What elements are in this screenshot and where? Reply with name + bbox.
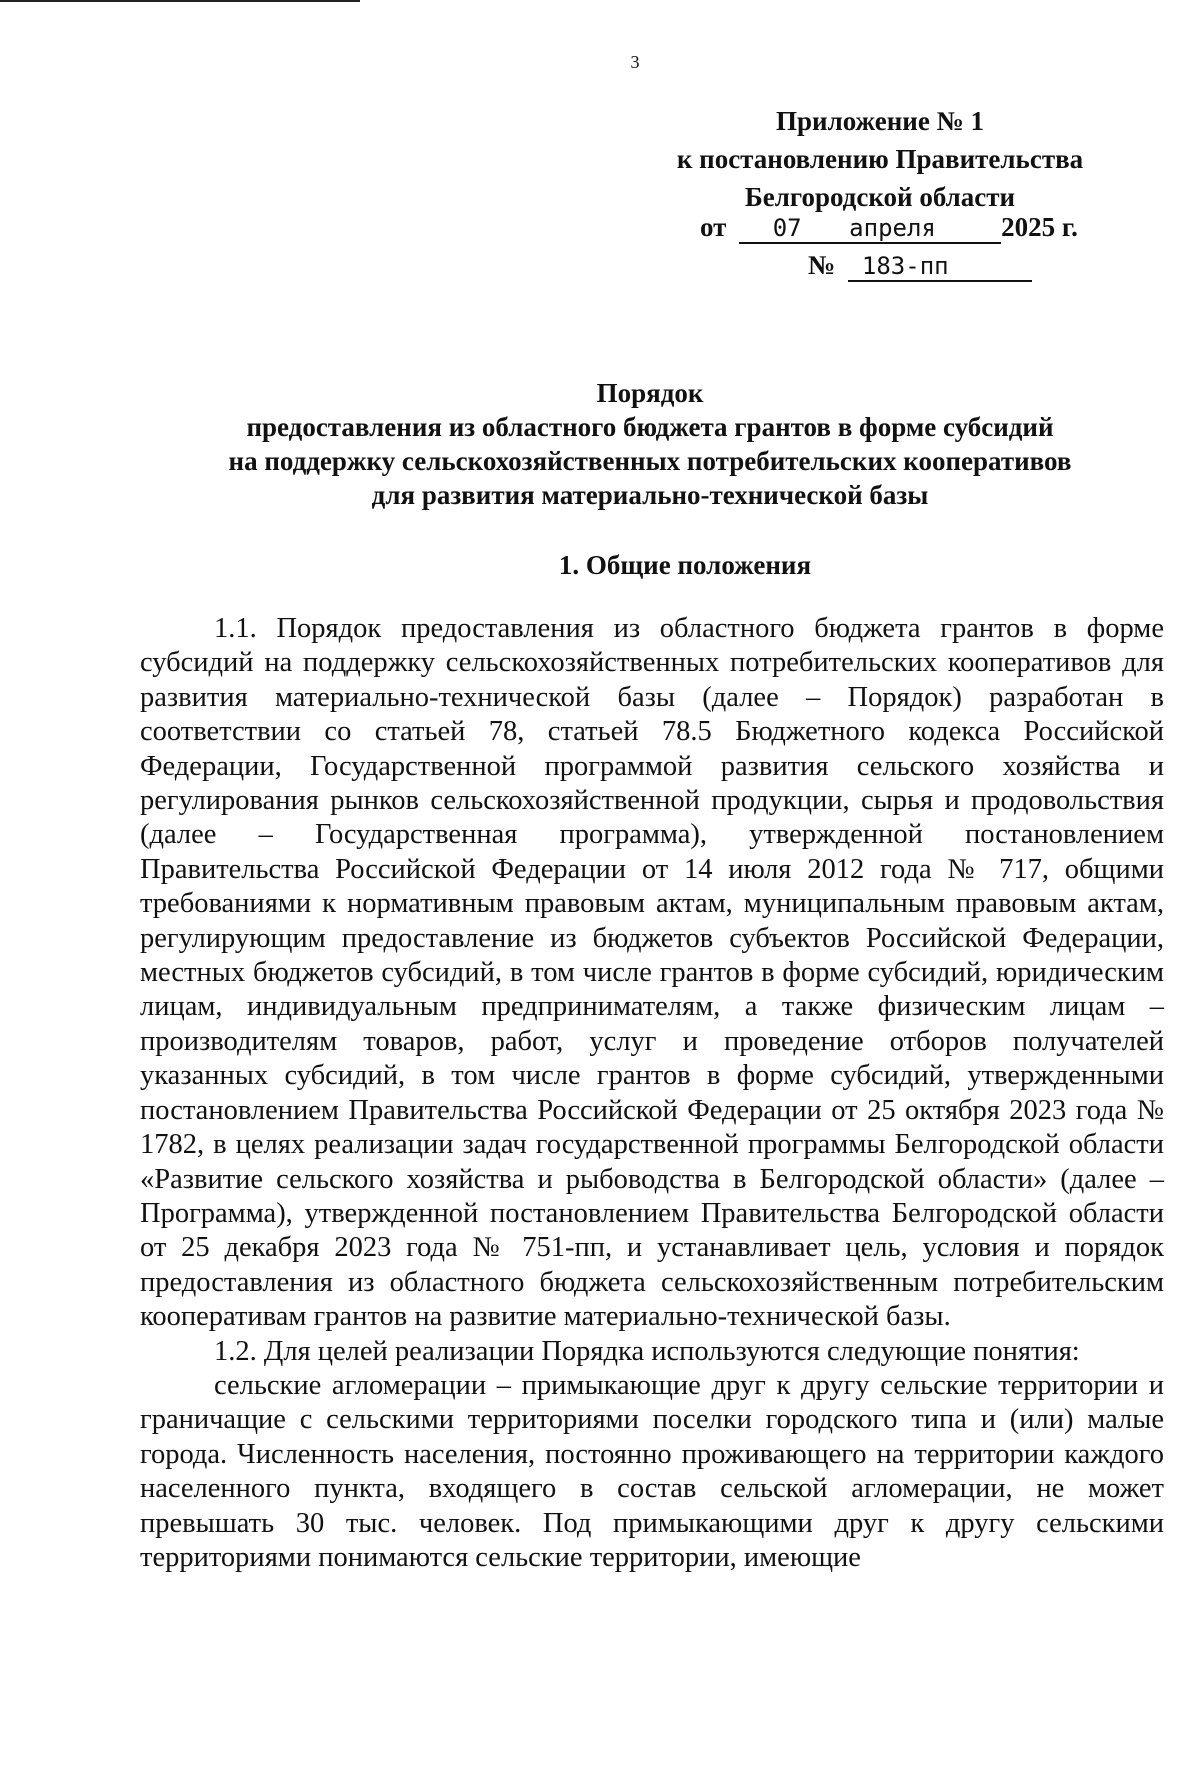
date-prefix: от — [700, 212, 727, 242]
top-edge-rule — [0, 0, 360, 2]
appendix-line-3: Белгородской области — [744, 182, 1016, 212]
appendix-line-1: Приложение № 1 — [776, 106, 984, 136]
date-year: 2025 г. — [1001, 212, 1078, 242]
document-body — [140, 612, 1164, 1575]
paragraph-definition: сельские агломерации – примыкающие друг к другу сельские территории и граничащие с сельскими территориями поселки городского типа и (или) малые города. Численность населения, постоянно проживающего на территории каждого населенного пункта, входящего в состав сельской агломерации, не может превышать 30 тыс. человек. Под примыкающими друг к другу сельскими территориями понимаются сельские территории, имеющие — [140, 1369, 1164, 1573]
paragraph-1-2: 1.2. Для целей реализации Порядка используются следующие понятия: — [214, 1335, 1080, 1367]
appendix-date-line — [700, 212, 1078, 244]
title-line-4: для развития материально-технической базы — [371, 480, 929, 510]
appendix-number-line — [808, 250, 1032, 282]
section-heading: 1. Общие положения — [558, 550, 812, 580]
page-number: 3 — [630, 52, 640, 72]
appendix-header — [600, 102, 1160, 216]
appendix-line-2: к постановлению Правительства — [676, 144, 1084, 174]
date-month-handwritten: апреля — [835, 214, 1001, 244]
paragraph-1-1: 1.1. Порядок предоставления из областного бюджета грантов в форме субсидий на поддержку сельскохозяйственных потребительских кооперативов для развития материально-технической базы (далее – Порядок) разработан в соответствии со статьей 78, статьей 78.5 Бюджетного кодекса Российской Федерации, Государственной программой развития сельского хозяйства и регулирования рынков сельскохозяйственной продукции, сырья и продовольствия (далее – Государственная программа), утвержденной постановлением Правительства Российской Федерации от 14 июля 2012 года № 717, общими требованиями к нормативным правовым актам, муниципальным правовым актам, регулирующим предоставление из бюджетов субъектов Российской Федерации, местных бюджетов субсидий, в том числе грантов в форме субсидий, юридическим лицам, индивидуальным предпринимателям, а также физическим лицам – производителям товаров, работ, услуг и проведение отборов получателей указанных субсидий, в том числе грантов в форме субсидий, утвержденными постановлением Правительства Российской Федерации от 25 октября 2023 года № 1782, в целях реализации задач государственной программы Белгородской области «Развитие сельского хозяйства и рыбоводства в Белгородской области» (далее – Программа), утвержденной постановлением Правительства Белгородской области от 25 декабря 2023 года № 751-пп, и устанавливает цель, условия и порядок предоставления из областного бюджета сельскохозяйственным потребительским кооперативам грантов на развитие материально-технической базы. — [140, 613, 1164, 1333]
title-line-3: на поддержку сельскохозяйственных потребительских кооперативов — [228, 446, 1072, 476]
number-handwritten: 183-пп — [848, 252, 1032, 282]
title-line-1: Порядок — [596, 378, 704, 408]
document-title — [130, 376, 1170, 512]
number-prefix: № — [808, 250, 836, 280]
title-line-2: предоставления из областного бюджета грантов в форме субсидий — [246, 412, 1054, 442]
date-day-handwritten: 07 — [739, 214, 835, 244]
